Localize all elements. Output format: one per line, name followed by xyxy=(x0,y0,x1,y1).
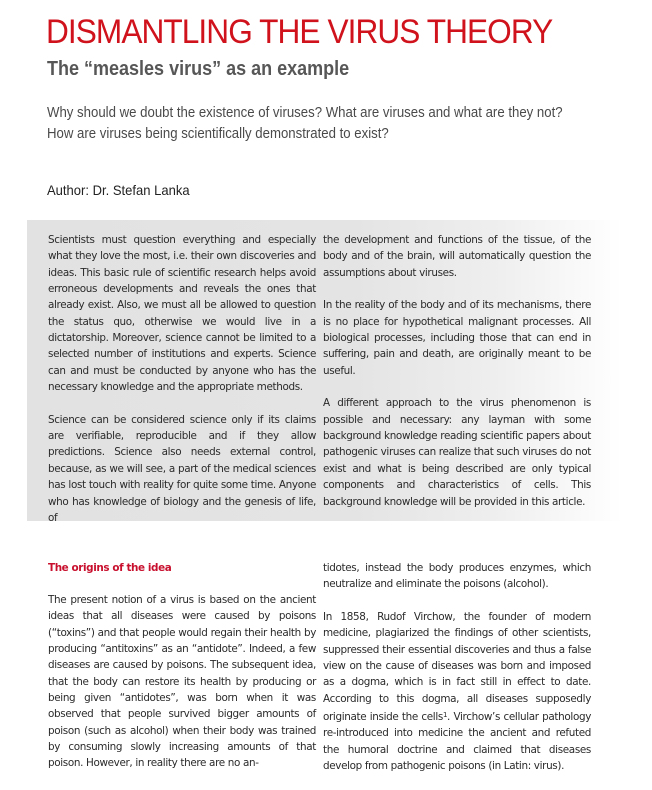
paragraph-text: In 1858, Rudof Virchow, the founder of modern medicine, plagiarized the findings of other scientists, suppressed their essential discoveries and thus a false view on the cause of diseases was born and imposed as a dogma, which is in fact still in effect to date. According to this dogma, all diseases supposedly originate inside the cells xyxy=(323,611,591,724)
paragraph xyxy=(323,609,591,774)
footnote-reference[interactable]: 1 xyxy=(442,711,448,720)
paragraph: Scientists must question everything and especially what they love the most, i.e. their own discoveries and ideas. This basic rule of scientific research helps avoid erroneous developments and reveals the ones that already exist. Also, we must all be allowed to question the status quo, otherwise we would live in a dictatorship. Moreover, science cannot be limited to a selected number of institutions and experts. Science can and must be conducted by anyone who has the necessary knowledge and the appropriate methods. xyxy=(48,234,316,394)
author-line: Author: Dr. Stefan Lanka xyxy=(47,182,190,198)
section-heading: The origins of the idea xyxy=(48,562,172,574)
intro-lead xyxy=(47,103,611,145)
paragraph: Science can be considered science only if its claims are verifiable, reproducible and if they allow predictions. Science also needs external control, because, as we will see, a part of the medical sciences has lost touch with reality for quite some time. Anyone who has knowledge of biology and the genesis of life, of xyxy=(48,413,316,524)
intro-line: How are viruses being scientifically demonstrated to exist? xyxy=(47,126,389,142)
body-right-column xyxy=(323,560,591,774)
paragraph: the development and functions of the tissue, of the body and of the brain, will automatically question the assumptions about viruses. xyxy=(323,234,591,279)
paragraph: A different approach to the virus phenomenon is possible and necessary: any layman with some background knowledge reading scientific papers about pathogenic viruses can realize that such viruses do not exist and what is being described are only typical components and characteristics of cells. This background knowledge will be provided in this article. xyxy=(323,397,592,508)
paragraph: The present notion of a virus is based on the ancient ideas that all diseases were caused by poisons (“toxins”) and that people would regain their health by producing “antitoxins” as an “antidote”. Indeed, a few diseases are caused by poisons. The subsequent idea, that the body can restore its health by producing or being given “antidotes”, was born when it was observed that people survived bigger amounts of poison (such as alcohol) when their body was trained by consuming slowly increasing amounts of that poison. However, in reality there are no an- xyxy=(48,594,316,770)
abstract-right-column xyxy=(323,232,591,510)
body-left-column xyxy=(48,592,316,772)
paragraph: tidotes, instead the body produces enzymes, which neutralize and eliminate the poisons (alcohol). xyxy=(323,562,591,591)
paragraph: In the reality of the body and of its mechanisms, there is no place for hypothetical malignant processes. All biological processes, including those that can end in suffering, pain and death, are originally meant to be useful. xyxy=(323,299,591,377)
paragraph-text: . Virchow’s cellular pathology re-introduced into medicine the ancient and refuted the humoral doctrine and claimed that diseases develop from pathogenic poisons (in Latin: virus). xyxy=(323,711,591,773)
intro-line: Why should we doubt the existence of viruses? What are viruses and what are they not? xyxy=(47,105,563,121)
article-subtitle: The “measles virus” as an example xyxy=(47,58,350,80)
article-title: DISMANTLING THE VIRUS THEORY xyxy=(46,13,553,51)
abstract-left-column xyxy=(48,232,316,526)
